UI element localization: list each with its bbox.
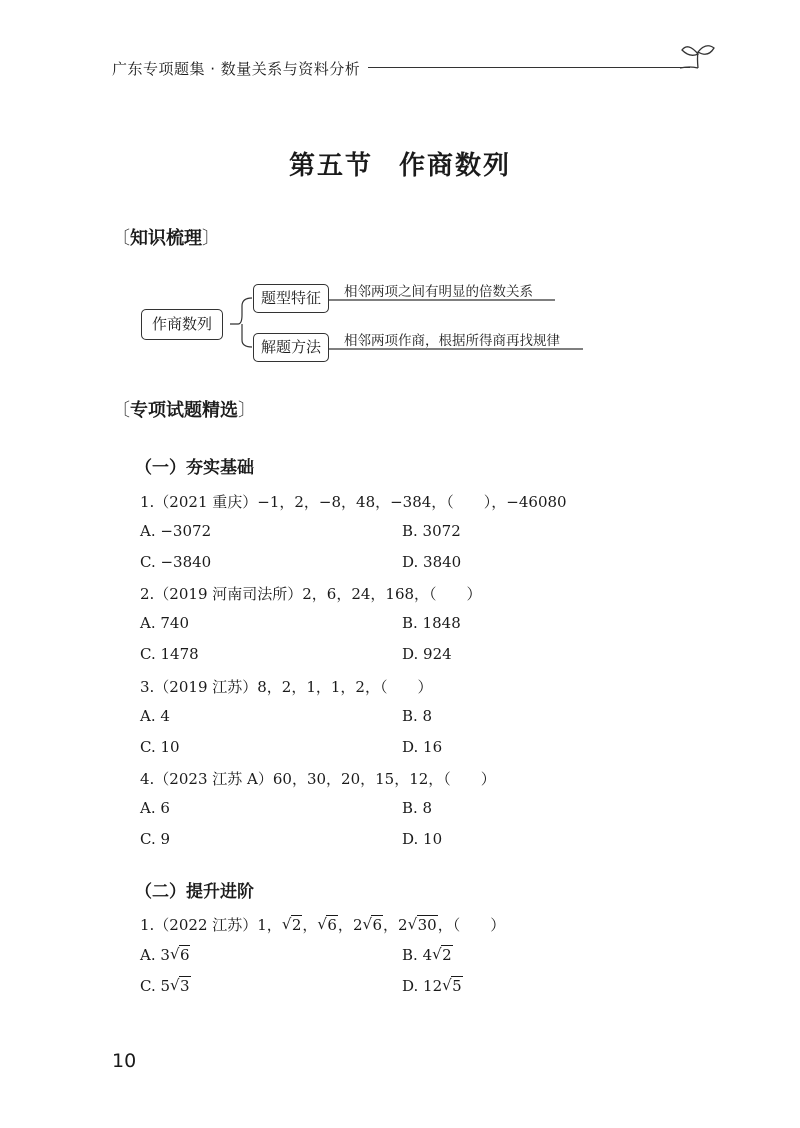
- option-b: B. 8: [402, 799, 433, 817]
- option-b: B. 8: [402, 707, 433, 725]
- option-c: C. −3840: [140, 553, 212, 571]
- question-stem: 1.（2021 重庆）−1，2，−8，48，−384，（ ），−46080: [140, 493, 567, 511]
- option-d: D. 10: [402, 830, 443, 848]
- option-d: D. 3840: [402, 553, 462, 571]
- option-c: C. 5√ 3: [140, 977, 191, 995]
- option-a: A. 3√ 6: [140, 946, 190, 964]
- practice-heading: [112, 396, 256, 422]
- option-a: A. 6: [140, 799, 170, 817]
- practice-label: 专项试题精选: [130, 400, 238, 421]
- mindmap-method-text: 相邻两项作商，根据所得商再找规律: [344, 333, 560, 349]
- sqrt-term: √ 6: [171, 946, 191, 964]
- sqrt-term: √ 30: [409, 916, 438, 934]
- option-c: C. 10: [140, 738, 180, 756]
- section-topic: 作商数列: [399, 151, 512, 181]
- mindmap-method-node: 解题方法: [253, 333, 329, 362]
- term-coef: 2: [398, 916, 408, 934]
- bracket-close-icon: 〕: [238, 400, 256, 421]
- option-d: D. 16: [402, 738, 443, 756]
- option-c: C. 1478: [140, 645, 199, 663]
- option-a: A. 4: [140, 707, 170, 725]
- sqrt-term: √ 6: [363, 916, 383, 934]
- bracket-open-icon: 〔: [112, 228, 130, 249]
- knowledge-label: 知识梳理: [130, 228, 202, 249]
- question-stem: 4.（2023 江苏 A）60，30，20，15，12，（ ）: [140, 770, 496, 788]
- mindmap-root: 作商数列: [141, 309, 223, 340]
- section-number: 第五节: [288, 151, 373, 181]
- term-coef: 2: [352, 916, 363, 934]
- stem-prefix: 1.（2022 江苏）1，: [140, 916, 282, 934]
- sqrt-term: √ 3: [171, 977, 191, 995]
- group-heading: （一）夯实基础: [135, 458, 254, 478]
- option-b: B. 1848: [402, 614, 461, 632]
- option-d: D. 924: [402, 645, 452, 663]
- option-b: B. 4√ 2: [402, 946, 453, 964]
- sqrt-term: √ 5: [443, 977, 463, 995]
- running-head: 广东专项题集 · 数量关系与资料分析: [112, 60, 361, 78]
- question-stem: 3.（2019 江苏）8，2，1，1，2，（ ）: [140, 678, 433, 696]
- bracket-close-icon: 〕: [202, 228, 220, 249]
- question-stem: 2.（2019 河南司法所）2，6，24，168，（ ）: [140, 585, 482, 603]
- bracket-open-icon: 〔: [112, 400, 130, 421]
- sqrt-term: √ 2: [433, 946, 453, 964]
- question-stem: 1.（2022 江苏）1，√ 2，√ 6，2√ 6，2√ 30，（ ）: [140, 914, 505, 935]
- page-number: 10: [112, 1050, 137, 1072]
- option-a: A. 740: [140, 614, 189, 632]
- option-c: C. 9: [140, 830, 171, 848]
- option-b: B. 3072: [402, 522, 461, 540]
- mindmap-features-text: 相邻两项之间有明显的倍数关系: [344, 284, 533, 300]
- option-d: D. 12√ 5: [402, 977, 463, 995]
- stem-suffix: ，（ ）: [437, 916, 506, 934]
- option-a: A. −3072: [140, 522, 212, 540]
- sqrt-term: √ 2: [283, 916, 303, 934]
- mindmap-features-node: 题型特征: [253, 284, 329, 313]
- group-heading: （二）提升进阶: [135, 882, 254, 902]
- sqrt-term: √ 6: [318, 916, 338, 934]
